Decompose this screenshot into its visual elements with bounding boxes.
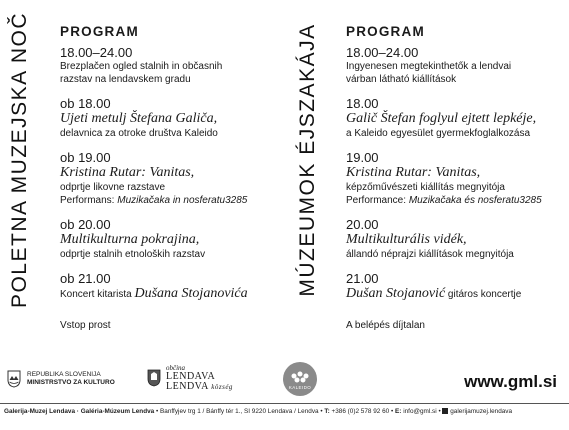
lendava-small-label: občina <box>166 364 186 372</box>
time: ob 18.00 <box>60 96 111 111</box>
program-item-5 <box>346 271 566 303</box>
lendava-crest-icon <box>147 369 161 387</box>
footer-email-label: E: <box>395 408 402 415</box>
time: ob 21.00 <box>60 271 111 286</box>
ministry-text <box>27 371 115 387</box>
ministry-logo <box>7 370 115 388</box>
performance-label: Performance: <box>346 195 409 206</box>
event-title: Galič Štefan foglyul ejtett lepkéje, <box>346 111 537 126</box>
desc-line: odprtje likovne razstave <box>60 182 166 193</box>
event-title: Multikulturna pokrajina, <box>60 232 200 247</box>
time: ob 20.00 <box>60 217 111 232</box>
ministry-line-1: REPUBLIKA SLOVENIJA <box>27 371 101 378</box>
program-item-3 <box>60 150 300 207</box>
time: ob 19.00 <box>60 150 111 165</box>
time: 18.00–24.00 <box>346 45 419 60</box>
performance-line <box>346 194 566 207</box>
concert-artist: Dušana Stojanovića <box>134 286 248 301</box>
desc-line: delavnica za otroke društva Kaleido <box>60 128 218 139</box>
program-item-1 <box>60 45 300 86</box>
desc-line: állandó néprajzi kiállítások megnyitója <box>346 249 514 260</box>
time: 20.00 <box>346 217 379 232</box>
program-item-2 <box>346 96 566 140</box>
concert-suffix: gitáros koncertje <box>445 289 522 300</box>
time: 18.00 <box>346 96 379 111</box>
program-item-5 <box>60 271 300 303</box>
entry-note: A belépés díjtalan <box>346 320 425 331</box>
lendava-municipality-logo <box>147 364 233 392</box>
footer-contact <box>4 408 566 415</box>
footer-tel-label: T: <box>324 408 330 415</box>
kaleido-label: KALEIDO <box>288 385 312 390</box>
event-title: Kristina Rutar: Vanitas, <box>60 165 195 180</box>
desc-line: razstav na lendavskem gradu <box>60 74 191 85</box>
desc-line: Ingyenesen megtekinthetők a lendvai <box>346 61 512 72</box>
desc-line: a Kaleido egyesület gyermekfoglalkozása <box>346 128 530 139</box>
lendava-text <box>166 364 233 392</box>
desc-line: képzőművészeti kiállítás megnyitója <box>346 182 505 193</box>
lendva-name: LENDVA község <box>166 381 233 392</box>
performance-name: Muzikačaka in nosferatu3285 <box>117 195 248 206</box>
program-item-1 <box>346 45 566 86</box>
concert-artist: Dušan Stojanović <box>346 286 446 301</box>
concert-prefix: Koncert kitarista <box>60 289 135 300</box>
desc-line: várban látható kiállítások <box>346 74 457 85</box>
entry-note: Vstop prost <box>60 320 111 331</box>
performance-label: Performans: <box>60 195 118 206</box>
desc-line: odprtje stalnih etnoloških razstav <box>60 249 206 260</box>
ministry-line-2: MINISTRSTVO ZA KULTURO <box>27 379 115 386</box>
performance-line <box>60 194 300 207</box>
title-left-vertical: POLETNA MUZEJSKA NOČ <box>8 11 31 309</box>
program-item-4 <box>346 217 566 261</box>
footer-divider <box>0 403 569 404</box>
title-right-vertical: MÚZEUMOK ÉJSZAKÁJA <box>296 23 319 297</box>
time: 19.00 <box>346 150 379 165</box>
program-item-2 <box>60 96 300 140</box>
concert-line <box>60 286 300 303</box>
time: 21.00 <box>346 271 379 286</box>
slovenia-crest-icon <box>7 370 21 388</box>
program-slovene <box>60 24 300 342</box>
program-heading: PROGRAM <box>346 24 425 39</box>
event-title: Kristina Rutar: Vanitas, <box>346 165 481 180</box>
footer-email[interactable]: info@gml.si • <box>401 408 443 415</box>
program-item-3 <box>346 150 566 207</box>
event-title: Ujeti metulj Štefana Galiča, <box>60 111 218 126</box>
concert-line <box>346 286 566 303</box>
program-heading: PROGRAM <box>60 24 139 39</box>
program-hungarian <box>346 24 566 342</box>
kaleido-disc-icon <box>283 362 317 396</box>
footer-org: Galerija-Muzej Lendava · Galéria-Múzeum Lendva <box>4 408 155 415</box>
time: 18.00–24.00 <box>60 45 133 60</box>
performance-name: Muzikačaka és nosferatu3285 <box>408 195 542 206</box>
kaleido-logo <box>283 362 317 396</box>
footer-address: • Banffyjev trg 1 / Bánffy tér 1., SI 9220 Lendava / Lendva • <box>154 408 325 415</box>
desc-line: Brezplačen ogled stalnih in občasnih <box>60 61 223 72</box>
website-url[interactable]: www.gml.si <box>464 372 557 391</box>
program-item-4 <box>60 217 300 261</box>
event-title: Multikulturális vidék, <box>346 232 467 247</box>
footer-facebook[interactable]: galerijamuzej.lendava <box>448 408 513 415</box>
lendava-name: LENDAVA <box>166 371 216 382</box>
footer-tel: +386 (0)2 578 92 60 • <box>329 408 396 415</box>
